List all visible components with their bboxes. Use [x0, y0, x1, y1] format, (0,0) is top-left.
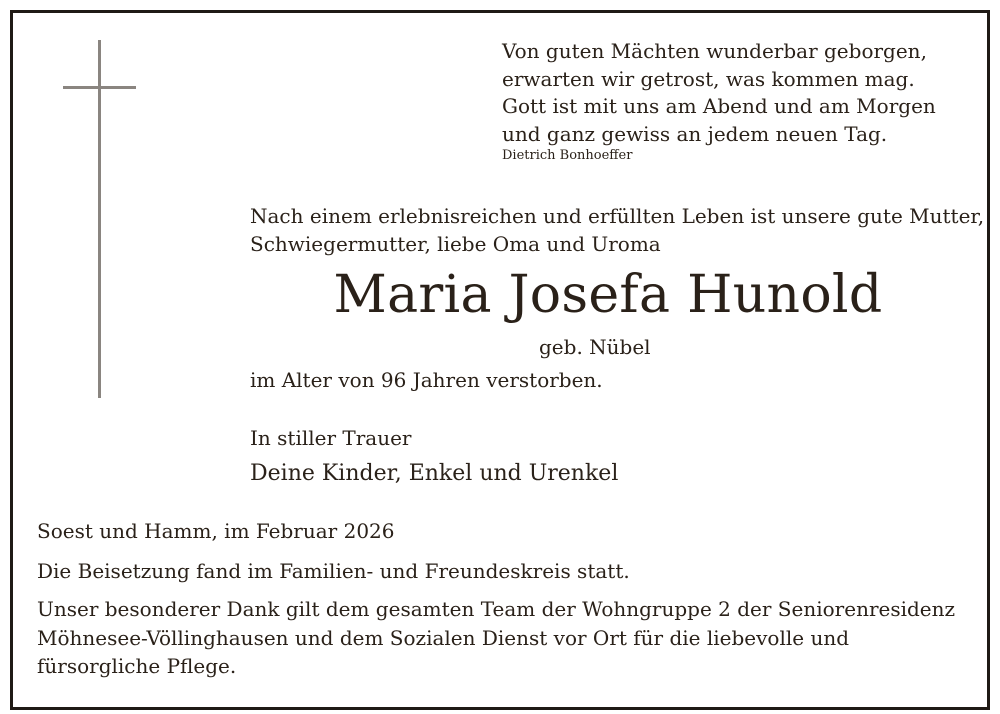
cross-vertical-bar: [98, 40, 101, 398]
place-date: Soest und Hamm, im Februar 2026: [37, 519, 395, 543]
poem-author: Dietrich Bonhoeffer: [502, 148, 633, 163]
poem-line: Von guten Mächten wunderbar geborgen,: [502, 39, 927, 63]
intro-line: Nach einem erlebnisreichen und erfüllten Leben ist unsere gute Mutter,: [250, 204, 985, 228]
poem-line: erwarten wir getrost, was kommen mag.: [502, 66, 915, 91]
maiden-name: geb. Nübel: [539, 335, 651, 359]
poem: [502, 38, 936, 164]
age-statement: im Alter von 96 Jahren verstorben.: [250, 368, 603, 392]
poem-line: und ganz gewiss an jedem neuen Tag.: [502, 121, 888, 146]
thanks-line: Unser besonderer Dank gilt dem gesamten Team der Wohngruppe 2 der Seniorenresidenz: [37, 597, 956, 621]
poem-line: Gott ist mit uns am Abend und am Morgen: [502, 94, 936, 118]
cross-horizontal-bar: [63, 86, 136, 89]
mourning-heading: In stiller Trauer: [250, 426, 412, 450]
funeral-note: Die Beisetzung fand im Familien- und Freundeskreis statt.: [37, 559, 630, 583]
intro-text: [250, 202, 984, 258]
thanks-line: Möhnesee-Völlinghausen und dem Sozialen Dienst vor Ort für die liebevolle und: [37, 625, 850, 650]
intro-line: Schwiegermutter, liebe Oma und Uroma: [250, 232, 661, 256]
mourners-family: Deine Kinder, Enkel und Urenkel: [250, 461, 619, 486]
thanks-note: [37, 595, 955, 681]
thanks-line: fürsorgliche Pflege.: [37, 654, 237, 678]
deceased-name: Maria Josefa Hunold: [333, 265, 883, 325]
